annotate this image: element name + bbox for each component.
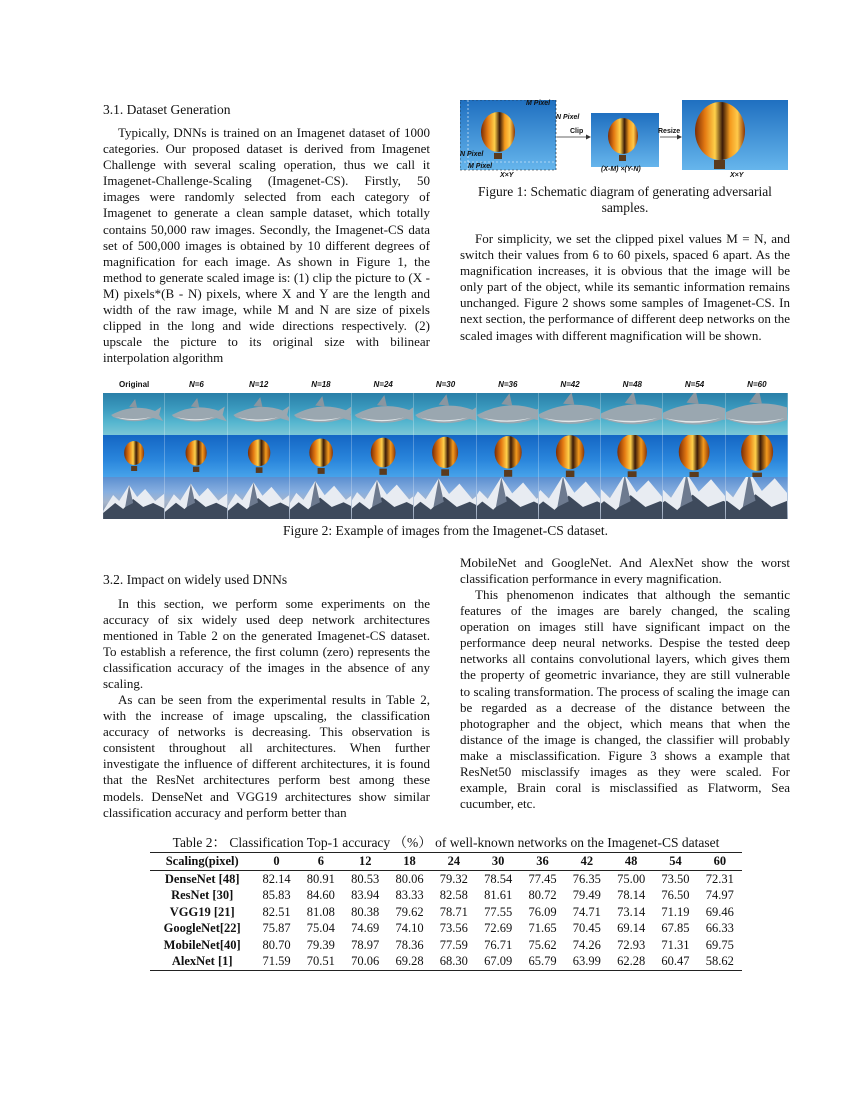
table-row bbox=[150, 937, 742, 954]
table-cell: 80.38 bbox=[351, 904, 380, 919]
table-cell: 78.14 bbox=[617, 888, 646, 903]
m-pixel-bottom-label: M Pixel bbox=[468, 163, 493, 170]
section-3-2-paragraph-1: In this section, we perform some experiments on the accuracy of six widely used deep network architectures mentioned in Table 2 on the generated Imagenet-CS dataset. To establish a reference, the first column (zero) represents the classification accuracy of the images in the absence of any scaling. bbox=[103, 596, 430, 692]
table-cell: 75.04 bbox=[306, 921, 335, 936]
table-cell: 75.62 bbox=[528, 937, 557, 952]
mountain-image bbox=[165, 477, 227, 519]
table-cell: 77.59 bbox=[439, 937, 468, 952]
table-cell: 63.99 bbox=[565, 953, 609, 970]
table-header-col: 48 bbox=[609, 853, 653, 871]
table-cell: 73.56 bbox=[439, 921, 468, 936]
shark-image bbox=[352, 393, 414, 435]
balloon-image bbox=[539, 435, 601, 477]
table-cell: 70.51 bbox=[299, 953, 343, 970]
table-cell: 72.31 bbox=[698, 870, 742, 887]
table-cell: 74.26 bbox=[572, 937, 601, 952]
shark-image bbox=[477, 393, 539, 435]
table-body bbox=[150, 870, 742, 970]
figure-2-row-shark bbox=[103, 393, 788, 435]
table-row-label: ResNet [30] bbox=[171, 888, 234, 903]
table-cell: 82.51 bbox=[262, 904, 291, 919]
table-row bbox=[150, 870, 742, 887]
table-cell: 78.71 bbox=[439, 904, 468, 919]
table-cell: 85.83 bbox=[262, 888, 291, 903]
table-cell: 80.70 bbox=[262, 937, 291, 952]
figure-2-column-header: N=24 bbox=[373, 380, 393, 389]
figure-2-column-headers bbox=[103, 378, 788, 393]
table-cell: 79.62 bbox=[395, 904, 424, 919]
shark-image bbox=[726, 393, 788, 435]
balloon-right bbox=[695, 102, 745, 160]
table-cell: 77.55 bbox=[484, 904, 513, 919]
balloon-image bbox=[103, 435, 165, 477]
table-cell: 76.35 bbox=[565, 870, 609, 887]
section-3-1-paragraph: Typically, DNNs is trained on an Imagenet dataset of 1000 categories. Our proposed dataset is derived from Imagenet Challenge with several scaling operation, thus we call it Imagenet-Challenge-Scaling (Imagenet-CS). Firstly, 50 images were randomly selected from each category of Imagenet to generate a clean sample dataset, which totally contains 50,000 raw images. Secondly, the Imagenet-CS data set of 500,000 images is obtained by 10 different degrees of magnification for each image. As shown in Figure 1, the method to generate scaled image is: (1) clip the picture to (X - M) pixels*(B - N) pixels, where X and Y are the length and width of the raw image, while M and N are size of pixels clipped in the long and wide directions respectively. (2) upscale the picture to its original size with bilinear interpolation algorithm bbox=[103, 125, 430, 366]
figure-2-caption: Figure 2: Example of images from the Imagenet-CS dataset. bbox=[282, 523, 609, 538]
balloon-image bbox=[228, 435, 290, 477]
table-cell: 82.14 bbox=[254, 870, 298, 887]
table-cell: 73.14 bbox=[617, 904, 646, 919]
table-row-label: GoogleNet[22] bbox=[163, 921, 241, 936]
table-row-label: AlexNet [1] bbox=[150, 953, 254, 970]
figure-1-caption: Figure 1: Schematic diagram of generating adversarial samples. bbox=[478, 184, 772, 215]
table-header-col: 60 bbox=[698, 853, 742, 871]
n-pixel-top-label: N Pixel bbox=[556, 114, 580, 121]
figure-1 bbox=[460, 100, 790, 182]
shark-image bbox=[290, 393, 352, 435]
figure-2-column-header: N=30 bbox=[435, 380, 456, 389]
table-cell: 80.06 bbox=[387, 870, 431, 887]
table-cell: 75.00 bbox=[609, 870, 653, 887]
shark-image bbox=[601, 393, 663, 435]
table-header-row bbox=[150, 853, 742, 871]
table-header-col: 0 bbox=[254, 853, 298, 871]
section-3-2-heading: 3.2. Impact on widely used DNNs bbox=[103, 572, 288, 587]
balloon-image bbox=[663, 435, 725, 477]
section-3-2-paragraph-4: This phenomenon indicates that although the semantic features of the images are barely changed, the scaling operation on images still have significant impact on the performance deep neural networks. Despise the tested deep networks all contains convolutional layers, which gives them the property of geometric invariance, they are still vulnerable to scaling transformation. The process of scaling the image can be regarded as a decrease of the distance between the photographer and the object, which means that when the distance of the image is changed, the classifier will probably make a misclassification. Figure 3 shows a example that ResNet50 misclassify images as they were scaled. For example, Brain coral is misclassified as Flatworm, Sea cucumber, etc. bbox=[460, 587, 790, 812]
figure-2-row-balloon bbox=[103, 435, 788, 477]
mountain-image bbox=[601, 477, 663, 519]
xy-right-label: X×Y bbox=[730, 172, 744, 179]
section-3-2-paragraph-3: MobileNet and GoogleNet. And AlexNet show the worst classification performance in every magnification. bbox=[460, 555, 790, 587]
table-cell: 79.49 bbox=[572, 888, 601, 903]
balloon-image bbox=[601, 435, 663, 477]
table-cell: 74.97 bbox=[705, 888, 734, 903]
table-cell: 74.10 bbox=[395, 921, 424, 936]
table-cell: 80.91 bbox=[299, 870, 343, 887]
balloon-image bbox=[726, 435, 788, 477]
table-cell: 78.97 bbox=[351, 937, 380, 952]
table-cell: 76.09 bbox=[528, 904, 557, 919]
shark-image bbox=[103, 393, 165, 435]
table-cell: 71.31 bbox=[661, 937, 690, 952]
resize-label: Resize bbox=[658, 128, 681, 135]
figure-2-column-header: N=48 bbox=[622, 380, 642, 389]
figure-2-column-header: N=12 bbox=[248, 380, 269, 389]
right-column-paragraph: For simplicity, we set the clipped pixel values M = N, and switch their values from 6 to 60 pixels, spaced 6 apart. As the magnification increases, it is obvious that the image will be only part of the object, while its semantic information remains unchanged. Figure 2 shows some samples of Imagenet-CS. In next section, the performance of different deep networks on the scaled images with different magnification will be shown. bbox=[460, 231, 790, 343]
table-cell: 81.61 bbox=[484, 888, 513, 903]
clipped-size-label: (X-M) ×(Y-N) bbox=[601, 166, 641, 173]
table-cell: 81.08 bbox=[306, 904, 335, 919]
mountain-image bbox=[228, 477, 290, 519]
m-pixel-top-label: M Pixel bbox=[526, 100, 551, 107]
table-cell: 72.93 bbox=[617, 937, 646, 952]
table-cell: 69.75 bbox=[705, 937, 734, 952]
table-header-col: 24 bbox=[432, 853, 476, 871]
table-cell: 83.33 bbox=[395, 888, 424, 903]
table-cell: 70.06 bbox=[343, 953, 387, 970]
table-cell: 67.09 bbox=[476, 953, 520, 970]
balloon-image bbox=[352, 435, 414, 477]
table-cell: 76.50 bbox=[661, 888, 690, 903]
balloon-middle bbox=[608, 118, 638, 154]
shark-image bbox=[165, 393, 227, 435]
shark-image bbox=[228, 393, 290, 435]
table-cell: 66.33 bbox=[705, 921, 734, 936]
table-header-col: 36 bbox=[520, 853, 564, 871]
table-cell: 82.58 bbox=[439, 888, 468, 903]
balloon-image bbox=[290, 435, 352, 477]
table-cell: 75.87 bbox=[262, 921, 291, 936]
table-cell: 80.53 bbox=[343, 870, 387, 887]
table-cell: 79.32 bbox=[432, 870, 476, 887]
table-row bbox=[150, 920, 742, 937]
table-cell: 78.36 bbox=[395, 937, 424, 952]
table-header-label: Scaling(pixel) bbox=[150, 853, 254, 871]
table-row bbox=[150, 887, 742, 904]
figure-2-column-header: N=36 bbox=[498, 380, 518, 389]
table-cell: 69.46 bbox=[705, 904, 734, 919]
table-cell: 72.69 bbox=[484, 921, 513, 936]
figure-2 bbox=[103, 378, 788, 522]
table-cell: 78.54 bbox=[476, 870, 520, 887]
mountain-image bbox=[726, 477, 788, 519]
shark-image bbox=[663, 393, 725, 435]
table-cell: 79.39 bbox=[306, 937, 335, 952]
mountain-image bbox=[352, 477, 414, 519]
table-cell: 80.72 bbox=[528, 888, 557, 903]
table-cell: 62.28 bbox=[609, 953, 653, 970]
n-pixel-left-label: N Pixel bbox=[460, 151, 484, 158]
table-row-label: VGG19 [21] bbox=[169, 904, 235, 919]
balloon-left bbox=[481, 112, 515, 152]
table-row bbox=[150, 953, 742, 970]
table-header-col: 18 bbox=[387, 853, 431, 871]
table-cell: 65.79 bbox=[520, 953, 564, 970]
section-3-1-heading: 3.1. Dataset Generation bbox=[103, 102, 231, 117]
mountain-image bbox=[477, 477, 539, 519]
mountain-image bbox=[103, 477, 165, 519]
table-cell: 71.19 bbox=[661, 904, 690, 919]
balloon-image bbox=[165, 435, 227, 477]
xy-left-label: X×Y bbox=[500, 172, 514, 179]
table-cell: 60.47 bbox=[653, 953, 697, 970]
clip-label: Clip bbox=[570, 128, 584, 135]
table-cell: 77.45 bbox=[520, 870, 564, 887]
table-header-col: 6 bbox=[299, 853, 343, 871]
figure-2-row-mountain bbox=[103, 477, 788, 519]
figure-2-column-header: N=60 bbox=[747, 380, 767, 389]
table-cell: 58.62 bbox=[698, 953, 742, 970]
table-cell: 71.65 bbox=[528, 921, 557, 936]
table-cell: 69.14 bbox=[617, 921, 646, 936]
table-header-col: 30 bbox=[476, 853, 520, 871]
table-row bbox=[150, 904, 742, 921]
mountain-image bbox=[663, 477, 725, 519]
table-header-col: 42 bbox=[565, 853, 609, 871]
balloon-image bbox=[414, 435, 476, 477]
mountain-image bbox=[414, 477, 476, 519]
figure-2-column-header: Original bbox=[119, 380, 150, 389]
shark-image bbox=[539, 393, 601, 435]
balloon-image bbox=[477, 435, 539, 477]
figure-2-column-header: N=18 bbox=[311, 380, 331, 389]
table-header-col: 54 bbox=[653, 853, 697, 871]
mountain-image bbox=[290, 477, 352, 519]
mountain-image bbox=[539, 477, 601, 519]
table-cell: 83.94 bbox=[351, 888, 380, 903]
table-2 bbox=[150, 852, 742, 971]
table-cell: 73.50 bbox=[653, 870, 697, 887]
table-cell: 69.28 bbox=[387, 953, 431, 970]
shark-image bbox=[414, 393, 476, 435]
table-cell: 74.71 bbox=[572, 904, 601, 919]
section-3-2-paragraph-2: As can be seen from the experimental results in Table 2, with the increase of image upscaling, the classification accuracy of networks is decreasing. This observation is consistent throughout all architectures. When further investigate the influence of different architectures, it is found that the ResNet architectures perform best among these models. DenseNet and VGG19 architectures show similar classification accuracy and perform better than bbox=[103, 692, 430, 820]
figure-2-column-header: N=54 bbox=[684, 380, 705, 389]
table-cell: 71.59 bbox=[254, 953, 298, 970]
table-cell: 74.69 bbox=[351, 921, 380, 936]
table-cell: 76.71 bbox=[484, 937, 513, 952]
table-2-caption: Table 2： Classification Top-1 accuracy （%） of well-known networks on the Imagenet-CS dataset bbox=[172, 835, 720, 850]
figure-2-column-header: N=42 bbox=[560, 380, 580, 389]
table-cell: 70.45 bbox=[572, 921, 601, 936]
table-cell: 68.30 bbox=[432, 953, 476, 970]
table-cell: 84.60 bbox=[306, 888, 335, 903]
table-row-label: MobileNet[40] bbox=[163, 937, 241, 952]
table-header-col: 12 bbox=[343, 853, 387, 871]
table-cell: 67.85 bbox=[661, 921, 690, 936]
table-row-label: DenseNet [48] bbox=[150, 870, 254, 887]
figure-2-column-header: N=6 bbox=[188, 380, 204, 389]
